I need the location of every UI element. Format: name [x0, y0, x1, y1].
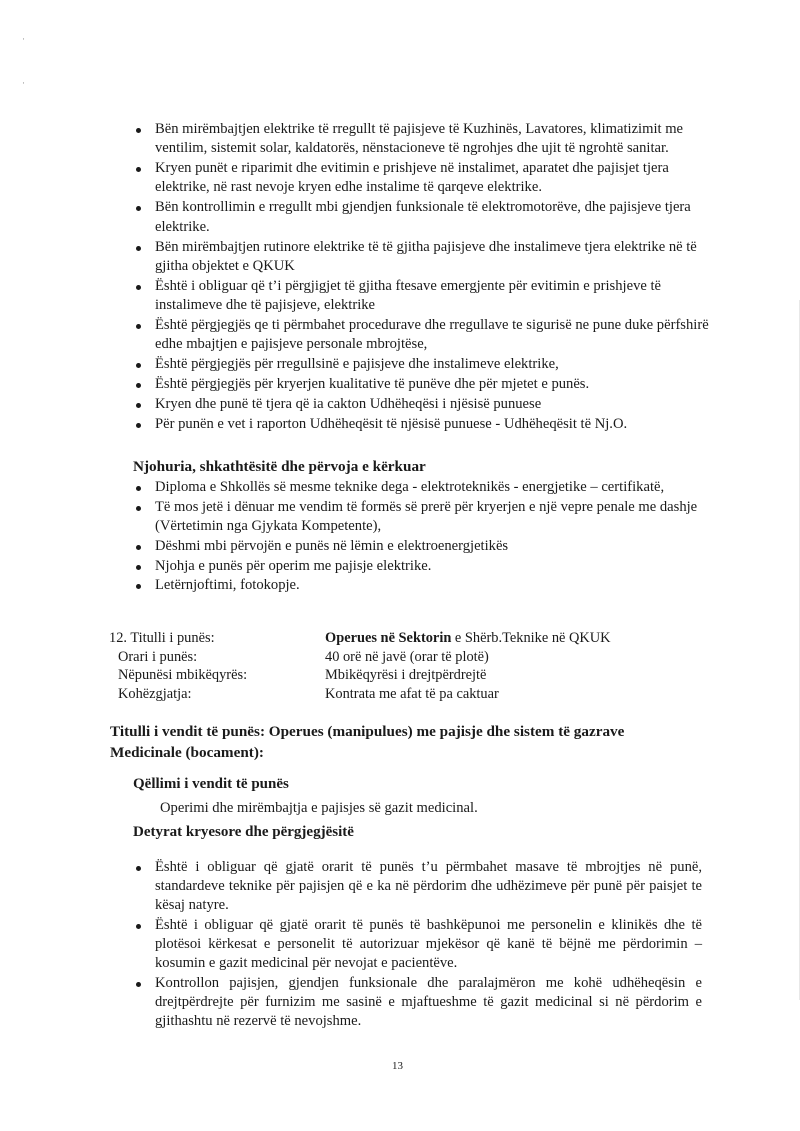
purpose-text: Operimi dhe mirëmbajtja e pajisjes së gazit medicinal. [160, 800, 478, 816]
requirements-list [155, 478, 710, 596]
list-item: Bën mirëmbajtjen elektrike të rregullt të pajisjeve të Kuzhinës, Lavatores, klimatizimit me ventilim, sistemit solar, kaldatorës, nënstacioneve të ngrohjes dhe ujit të ngrohtë sanitar. [155, 120, 710, 158]
job-title-value: Operues në Sektorin e Shërb.Teknike në QKUK [325, 630, 611, 646]
bullet-icon [136, 403, 141, 408]
list-item: Është përgjegjës qe ti përmbahet procedurave dhe rregullave te sigurisë ne pune duke përfshirë edhe mbajtjen e pajisjeve personale mbrojtëse, [155, 316, 710, 354]
operator-duties-list [155, 858, 702, 1032]
job-hours-value: 40 orë në javë (orar të plotë) [325, 648, 489, 665]
scan-speck: · [22, 78, 25, 88]
electrician-duties-list [155, 120, 710, 435]
knowledge-heading: Njohuria, shkathtësitë dhe përvoja e kërkuar [133, 458, 426, 475]
list-item: Bën kontrollimin e rregullt mbi gjendjen funksionale të elektromotorëve, dhe pajisjeve tjera elektrike. [155, 198, 710, 236]
list-item: Kryen dhe punë të tjera që ia cakton Udhëheqësi i njësisë punuese [155, 395, 710, 414]
list-item: Është përgjegjës për kryerjen kualitative të punëve dhe për mjetet e punës. [155, 375, 710, 394]
purpose-heading: Qëllimi i vendit të punës [133, 776, 289, 792]
bullet-icon [136, 486, 141, 491]
list-item: Është i obliguar që gjatë orarit të punës t’u përmbahet masave të mbrojtjes në punë, standardeve teknike për pajisjen që e ka në përdorim dhe udhëzimeve për punë për paisjet te kësaj natyre. [155, 858, 702, 915]
bullet-icon [136, 324, 141, 329]
bullet-icon [136, 363, 141, 368]
list-item: Të mos jetë i dënuar me vendim të formës së prerë për kryerjen e një vepre penale me dashje (Vërtetimin nga Gjykata Kompetente), [155, 498, 710, 536]
job-hours-label: Orari i punës: [118, 648, 198, 665]
scan-speck: · [22, 34, 25, 44]
bullet-icon [136, 167, 141, 172]
bullet-icon [136, 423, 141, 428]
bullet-icon [136, 924, 141, 929]
list-item: Kryen punët e riparimit dhe evitimin e prishjeve në instalimet, aparatet dhe pajisjet tjera elektrike, në rast nevoje kryen edhe instalime të qarqeve elektrike. [155, 159, 710, 197]
bullet-icon [136, 506, 141, 511]
bullet-icon [136, 565, 141, 570]
list-item: Është i obliguar që gjatë orarit të punës të bashkëpunoi me personelin e klinikës dhe të plotësoi kërkesat e personelit të autorizuar mjekësor që kanë të bëjnë me përdorimin – kosumin e gazit medicinal për nevojat e pacientëve. [155, 916, 702, 973]
bullet-icon [136, 866, 141, 871]
list-item: Letërnjoftimi, fotokopje. [155, 576, 710, 595]
list-item: Dëshmi mbi përvojën e punës në lëmin e elektroenergjetikës [155, 537, 710, 556]
duties-heading: Detyrat kryesore dhe përgjegjësitë [133, 824, 354, 840]
list-item: Diploma e Shkollës së mesme teknike dega - elektroteknikës - energjetike – certifikatë, [155, 478, 710, 497]
list-item: Për punën e vet i raporton Udhëheqësit të njësisë punuese - Udhëheqësit të Nj.O. [155, 415, 710, 434]
position-title-heading: Titulli i vendit të punës: Operues (manipulues) me pajisje dhe sistem të gazrave Medicinale (bocament): [110, 723, 625, 761]
bullet-icon [136, 982, 141, 987]
bullet-icon [136, 383, 141, 388]
list-item: Kontrollon pajisjen, gjendjen funksionale dhe paralajmëron me kohë udhëheqësin e drejtpërdrejte për furnizim me sasinë e mjaftueshme të gazit medicinal si në përdorim e gjithashtu në rezervë të nevojshme. [155, 974, 702, 1031]
list-item: Bën mirëmbajtjen rutinore elektrike të të gjitha pajisjeve dhe instalimeve tjera elektrike në të gjitha objektet e QKUK [155, 238, 710, 276]
job-supervisor-value: Mbikëqyrësi i drejtpërdrejtë [325, 667, 487, 684]
bullet-icon [136, 246, 141, 251]
bullet-icon [136, 206, 141, 211]
list-item: Është i obliguar që t’i përgjigjet të gjitha ftesave emergjente për evitimin e prishjeve të instalimeve dhe të pajisjeve, elektrike [155, 277, 710, 315]
bullet-icon [136, 584, 141, 589]
list-item: Njohja e punës për operim me pajisje elektrike. [155, 557, 710, 576]
job-duration-value: Kontrata me afat të pa caktuar [325, 685, 499, 702]
list-item: Është përgjegjës për rregullsinë e pajisjeve dhe instalimeve elektrike, [155, 355, 710, 374]
bullet-icon [136, 545, 141, 550]
bullet-icon [136, 285, 141, 290]
job-supervisor-label: Nëpunësi mbikëqyrës: [118, 667, 248, 684]
job-title-label: 12. Titulli i punës: [109, 630, 215, 646]
bullet-icon [136, 128, 141, 133]
job-duration-label: Kohëzgjatja: [118, 685, 192, 702]
page-number: 13 [392, 1060, 403, 1072]
